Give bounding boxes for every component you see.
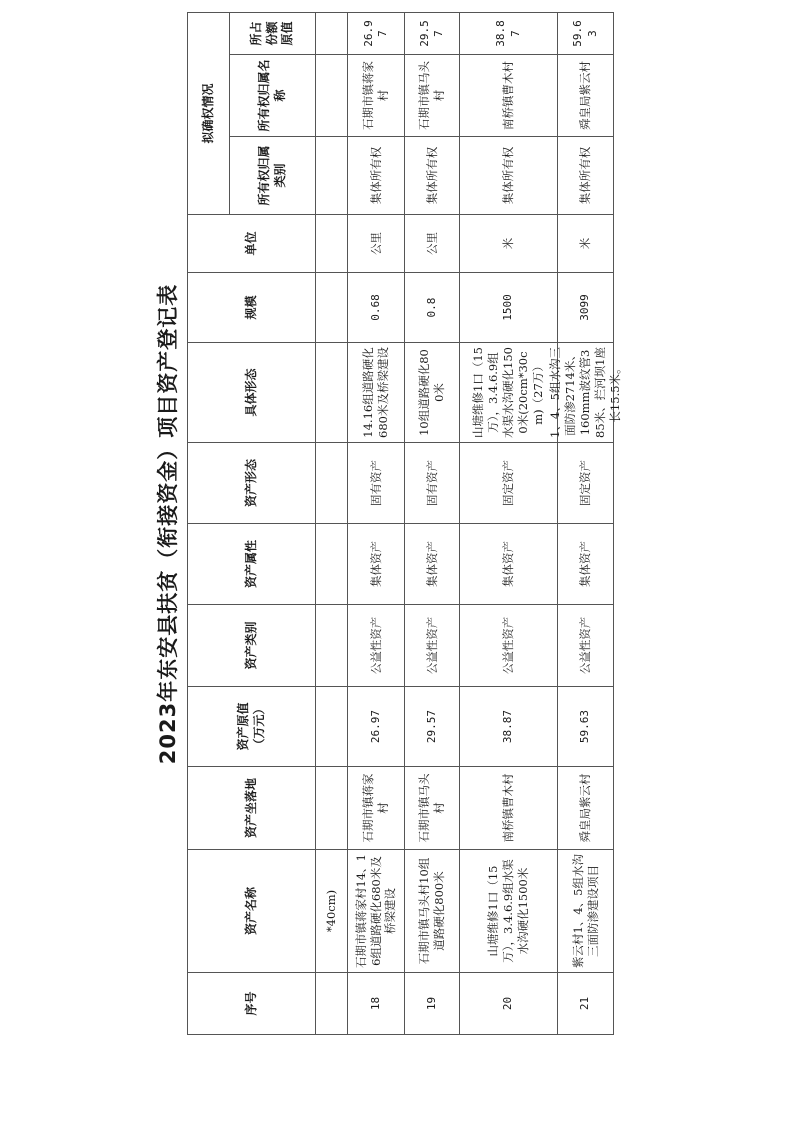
continuation-cell: [315, 442, 348, 524]
row-20-share-value: 38.87: [459, 12, 558, 55]
row-21-detail: 1、4、5组水沟三面防渗2714米、160mm波纹管385米、拦河坝1座长15.5米。: [557, 342, 614, 443]
row-19-value: 29.57: [404, 686, 460, 767]
row-21-unit: 米: [557, 214, 614, 273]
row-19-owner-name: 石期市镇马头村: [404, 54, 460, 137]
row-21-form: 固定资产: [557, 442, 614, 524]
row-20-attribute: 集体资产: [459, 523, 558, 605]
row-21-value: 59.63: [557, 686, 614, 767]
row-21-owner-type: 集体所有权: [557, 136, 614, 215]
continuation-cell: [315, 686, 348, 767]
continuation-cell: [315, 136, 348, 215]
row-19-detail: 10组道路硬化800米: [404, 342, 460, 443]
row-21-share-value: 59.63: [557, 12, 614, 55]
row-18-detail: 14.16组道路硬化680米及桥梁建设: [347, 342, 405, 443]
row-20-detail: 山塘维修1口（15万），3.4.6.9组水渠水沟硬化1500米(20cm*30cm)（27万）: [459, 342, 558, 443]
row-19-owner-type: 集体所有权: [404, 136, 460, 215]
row-21-location: 舜皇局紫云村: [557, 766, 614, 850]
row-21-category: 公益性资产: [557, 604, 614, 687]
header-category: 资产类别: [187, 604, 316, 687]
header-attribute: 资产属性: [187, 523, 316, 605]
header-unit: 单位: [187, 214, 316, 273]
row-21-attribute: 集体资产: [557, 523, 614, 605]
row-18-scale: 0.68: [347, 272, 405, 343]
header-ownership-group: 拟确权情况: [187, 12, 230, 215]
header-location: 资产坐落地: [187, 766, 316, 850]
row-18-seq: 18: [347, 972, 405, 1035]
row-19-category: 公益性资产: [404, 604, 460, 687]
row-18-category: 公益性资产: [347, 604, 405, 687]
row-19-seq: 19: [404, 972, 460, 1035]
row-20-seq: 20: [459, 972, 558, 1035]
row-20-scale: 1500: [459, 272, 558, 343]
header-share-value: 所占份额原值: [229, 12, 316, 55]
row-19-share-value: 29.57: [404, 12, 460, 55]
row-20-location: 南桥镇曹木村: [459, 766, 558, 850]
row-21-seq: 21: [557, 972, 614, 1035]
row-18-location: 石期市镇蒋家村: [347, 766, 405, 850]
row-18-share-value: 26.97: [347, 12, 405, 55]
asset-register-sheet: [147, 13, 622, 1035]
header-scale: 规模: [187, 272, 316, 343]
continuation-cell: [315, 54, 348, 137]
continuation-cell: [315, 214, 348, 273]
row-18-owner-type: 集体所有权: [347, 136, 405, 215]
continuation-cell: [315, 272, 348, 343]
row-20-name: 山塘维修1口（15万），3.4.6.9组水渠水沟硬化1500米: [459, 849, 558, 973]
row-19-scale: 0.8: [404, 272, 460, 343]
row-19-unit: 公里: [404, 214, 460, 273]
row-20-owner-type: 集体所有权: [459, 136, 558, 215]
continuation-cell: [315, 342, 348, 443]
row-20-category: 公益性资产: [459, 604, 558, 687]
continuation-cell: [315, 766, 348, 850]
continuation-cell: [315, 523, 348, 605]
row-18-attribute: 集体资产: [347, 523, 405, 605]
row-20-unit: 米: [459, 214, 558, 273]
header-seq: 序号: [187, 972, 316, 1035]
row-18-value: 26.97: [347, 686, 405, 767]
row-18-name: 石期市镇蒋家村14、16组道路硬化680米及桥梁建设: [347, 849, 405, 973]
row-21-scale: 3099: [557, 272, 614, 343]
header-owner-name: 所有权归属名称: [229, 54, 316, 137]
continuation-cell: [315, 972, 348, 1035]
header-value: 资产原值（万元）: [187, 686, 316, 767]
row-20-value: 38.87: [459, 686, 558, 767]
row-19-attribute: 集体资产: [404, 523, 460, 605]
row-18-unit: 公里: [347, 214, 405, 273]
continuation-cell: [315, 12, 348, 55]
header-owner-type: 所有权归属类别: [229, 136, 316, 215]
row-20-form: 固定资产: [459, 442, 558, 524]
row-19-name: 石期市镇马头村10组道路硬化800米: [404, 849, 460, 973]
header-form: 资产形态: [187, 442, 316, 524]
page-title: 2023年东安县扶贫（衔接资金）项目资产登记表: [156, 283, 180, 765]
row-18-form: 固有资产: [347, 442, 405, 524]
header-detail: 具体形态: [187, 342, 316, 443]
header-name: 资产名称: [187, 849, 316, 973]
row-18-owner-name: 石期市镇蒋家村: [347, 54, 405, 137]
continuation-name-tail: *40cm): [315, 849, 348, 973]
row-19-location: 石期市镇马头村: [404, 766, 460, 850]
row-21-owner-name: 舜皇局紫云村: [557, 54, 614, 137]
row-21-name: 紫云村1、4、5组水沟三面防渗建设项目: [557, 849, 614, 973]
row-20-owner-name: 南桥镇曹木村: [459, 54, 558, 137]
row-19-form: 固有资产: [404, 442, 460, 524]
continuation-cell: [315, 604, 348, 687]
